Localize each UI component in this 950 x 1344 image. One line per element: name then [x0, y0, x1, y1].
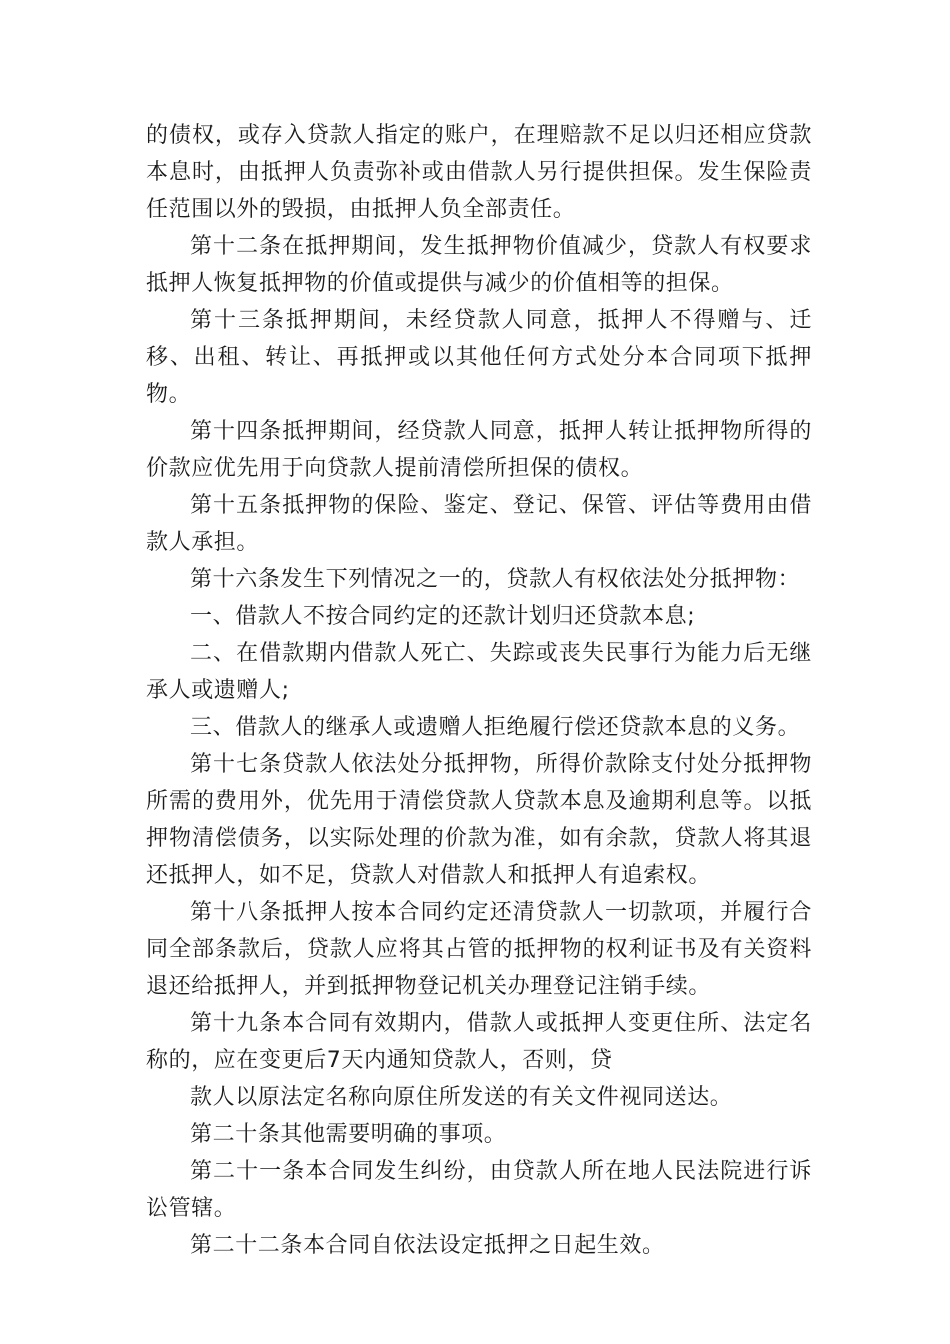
- paragraph-article-15: 第十五条抵押物的保险、鉴定、登记、保管、评估等费用由借款人承担。: [146, 493, 812, 555]
- paragraph-article-13: 第十三条抵押期间，未经贷款人同意，抵押人不得赠与、迁移、出租、转让、再抵押或以其他任何方式处分本合同项下抵押物。: [146, 308, 812, 407]
- document-body: [146, 117, 812, 1264]
- paragraph-article-18: 第十八条抵押人按本合同约定还清贷款人一切款项，并履行合同全部条款后，贷款人应将其占管的抵押物的权利证书及有关资料退还给抵押人，并到抵押物登记机关办理登记注销手续。: [146, 900, 812, 999]
- paragraph-article-19: 第十九条本合同有效期内，借款人或抵押人变更住所、法定名称的，应在变更后7天内通知贷款人，否则，贷: [146, 1011, 812, 1073]
- paragraph-article-22: 第二十二条本合同自依法设定抵押之日起生效。: [190, 1233, 665, 1258]
- paragraph-article-16: 第十六条发生下列情况之一的，贷款人有权依法处分抵押物：: [190, 567, 801, 592]
- paragraph-article-17: 第十七条贷款人依法处分抵押物，所得价款除支付处分抵押物所需的费用外，优先用于清偿贷款人贷款本息及逾期利息等。以抵押物清偿债务，以实际处理的价款为准，如有余款，贷款人将其退还抵押人，如不足，贷款人对借款人和抵押人有追索权。: [146, 752, 812, 888]
- paragraph-item-2: 二、在借款期内借款人死亡、失踪或丧失民事行为能力后无继承人或遗赠人;: [146, 641, 812, 703]
- paragraph-article-12: 第十二条在抵押期间，发生抵押物价值减少，贷款人有权要求抵押人恢复抵押物的价值或提供与减少的价值相等的担保。: [146, 234, 812, 296]
- paragraph-article-21: 第二十一条本合同发生纠纷，由贷款人所在地人民法院进行诉讼管辖。: [146, 1159, 812, 1221]
- paragraph-item-3: 三、借款人的继承人或遗赠人拒绝履行偿还贷款本息的义务。: [190, 715, 801, 740]
- paragraph-article-20: 第二十条其他需要明确的事项。: [190, 1122, 507, 1147]
- paragraph-article-19-continued: 款人以原法定名称向原住所发送的有关文件视同送达。: [190, 1085, 733, 1110]
- paragraph-item-1: 一、借款人不按合同约定的还款计划归还贷款本息;: [190, 604, 696, 629]
- paragraph-article-14: 第十四条抵押期间，经贷款人同意，抵押人转让抵押物所得的价款应优先用于向贷款人提前清偿所担保的债权。: [146, 419, 812, 481]
- paragraph-continuation: 的债权，或存入贷款人指定的账户，在理赔款不足以归还相应贷款本息时，由抵押人负责弥补或由借款人另行提供担保。发生保险责任范围以外的毁损，由抵押人负全部责任。: [146, 123, 812, 222]
